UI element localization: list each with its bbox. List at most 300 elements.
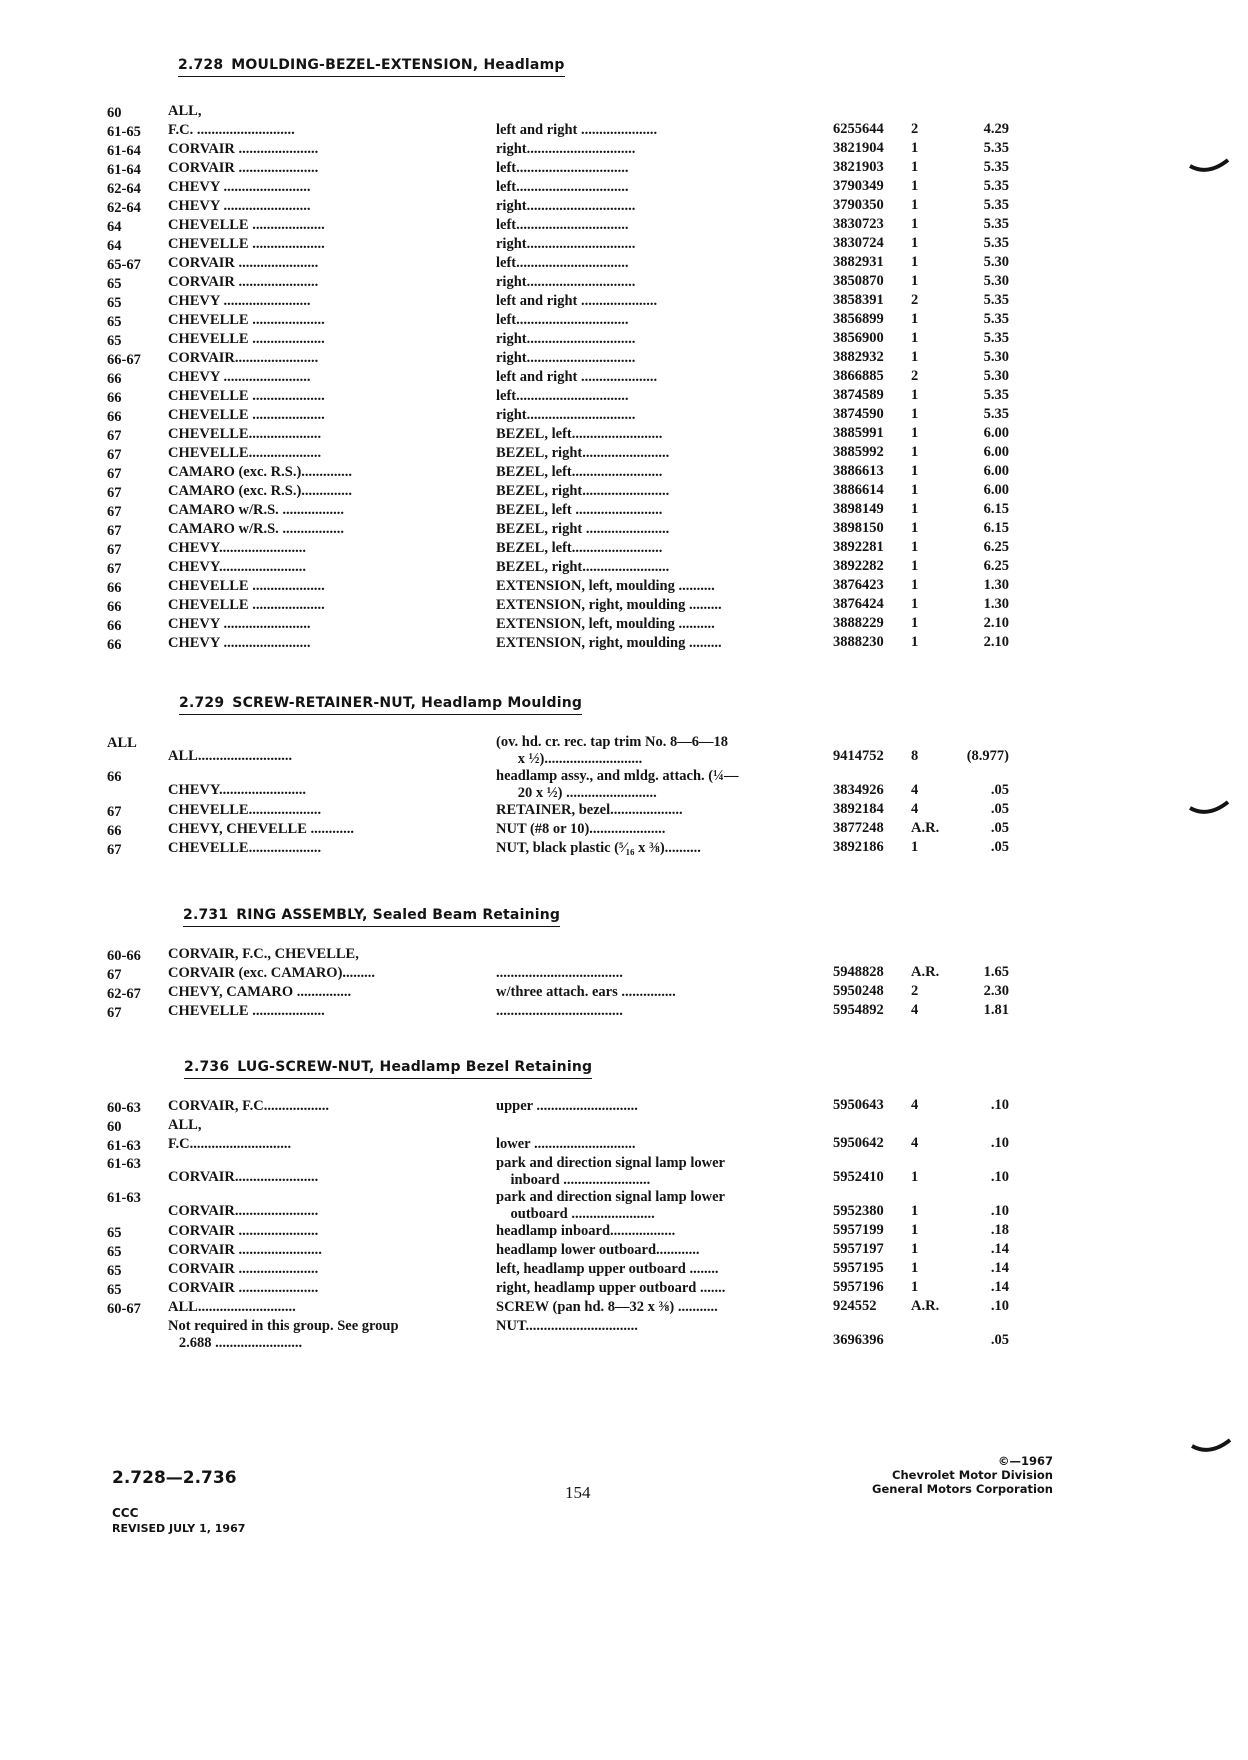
- row-description: left and right .....................: [496, 122, 658, 138]
- row-price: 5.35: [983, 178, 1009, 194]
- row-quantity: 1: [911, 615, 919, 631]
- row-model: CHEVELLE....................: [168, 426, 322, 442]
- row-part-number: 5952410: [833, 1169, 884, 1185]
- row-part-number: 5948828: [833, 964, 884, 980]
- row-part-number: 3892281: [833, 539, 884, 555]
- row-description: headlamp inboard..................: [496, 1223, 676, 1239]
- row-part-number: 5952380: [833, 1203, 884, 1219]
- margin-check-mark: [1188, 800, 1232, 820]
- row-part-number: 3885992: [833, 444, 884, 460]
- table-row: [0, 615, 1248, 634]
- row-price: 6.25: [983, 558, 1009, 574]
- row-quantity: 1: [911, 1169, 919, 1185]
- row-description: BEZEL, left.........................: [496, 464, 663, 480]
- row-price: .10: [990, 1135, 1009, 1151]
- row-part-number: 3830724: [833, 235, 884, 251]
- row-model: CHEVY ........................: [168, 616, 311, 632]
- row-model: ALL...........................: [168, 1299, 296, 1315]
- row-model: CHEVY ........................: [168, 369, 311, 385]
- footer-corporation-block: [872, 1454, 1053, 1496]
- row-model: CORVAIR ......................: [168, 255, 319, 271]
- table-row: [0, 482, 1248, 501]
- footer-revised: REVISED JULY 1, 1967: [112, 1522, 246, 1535]
- table-row: [0, 1154, 1248, 1188]
- row-part-number: 3892184: [833, 801, 884, 817]
- section-underline: [179, 714, 582, 715]
- table-row: [0, 292, 1248, 311]
- section-header: [178, 57, 565, 73]
- parts-table: [0, 1097, 1248, 1351]
- row-year: 67: [107, 428, 122, 444]
- row-part-number: 3876424: [833, 596, 884, 612]
- row-year: 60-66: [107, 948, 141, 964]
- row-part-number: 6255644: [833, 121, 884, 137]
- table-row: [0, 577, 1248, 596]
- table-row: [0, 121, 1248, 140]
- section-header: [179, 695, 582, 711]
- row-price: 1.30: [983, 577, 1009, 593]
- section-number: 2.728: [178, 57, 224, 73]
- row-description: ...................................: [496, 965, 623, 981]
- row-description: NUT (#8 or 10).....................: [496, 821, 666, 837]
- row-quantity: 2: [911, 121, 919, 137]
- row-part-number: 5950642: [833, 1135, 884, 1151]
- row-part-number: 3876423: [833, 577, 884, 593]
- footer-code: CCC: [112, 1506, 139, 1520]
- row-price: 5.35: [983, 235, 1009, 251]
- row-year: 62-64: [107, 181, 141, 197]
- row-description: BEZEL, left.........................: [496, 540, 663, 556]
- row-price: 1.81: [983, 1002, 1009, 1018]
- table-row: [0, 1116, 1248, 1135]
- row-model: CORVAIR ......................: [168, 1223, 319, 1239]
- row-year: 67: [107, 523, 122, 539]
- row-description: park and direction signal lamp lower inboard ........................: [496, 1155, 725, 1188]
- row-year: 65: [107, 314, 122, 330]
- row-year: 65: [107, 333, 122, 349]
- table-row: [0, 1317, 1248, 1351]
- row-year: 61-64: [107, 143, 141, 159]
- row-year: 67: [107, 1005, 122, 1021]
- row-quantity: 1: [911, 839, 919, 855]
- row-part-number: 9414752: [833, 748, 884, 764]
- section-number: 2.729: [179, 695, 225, 711]
- row-model: CHEVELLE ....................: [168, 1003, 325, 1019]
- row-model: CHEVY ........................: [168, 198, 311, 214]
- row-description: left...............................: [496, 160, 629, 176]
- row-part-number: 3882931: [833, 254, 884, 270]
- table-row: [0, 463, 1248, 482]
- row-description: headlamp lower outboard............: [496, 1242, 700, 1258]
- row-year: 66: [107, 618, 122, 634]
- row-part-number: 3858391: [833, 292, 884, 308]
- row-description: BEZEL, right .......................: [496, 521, 670, 537]
- row-quantity: 1: [911, 463, 919, 479]
- row-model: CHEVY........................: [168, 782, 307, 798]
- row-model: CAMARO (exc. R.S.)..............: [168, 464, 353, 480]
- row-description: left, headlamp upper outboard ........: [496, 1261, 719, 1277]
- row-quantity: A.R.: [911, 820, 940, 836]
- row-model: CORVAIR, F.C..................: [168, 1098, 330, 1114]
- row-model: CHEVELLE ....................: [168, 217, 325, 233]
- table-row: [0, 406, 1248, 425]
- row-description: right..............................: [496, 141, 636, 157]
- table-row: [0, 558, 1248, 577]
- row-quantity: 8: [911, 748, 919, 764]
- row-model: CHEVELLE....................: [168, 840, 322, 856]
- row-description: left...............................: [496, 255, 629, 271]
- row-quantity: 1: [911, 197, 919, 213]
- row-model: CORVAIR.......................: [168, 1169, 319, 1185]
- row-model: CORVAIR, F.C., CHEVELLE,: [168, 946, 359, 962]
- row-model: CHEVELLE ....................: [168, 578, 325, 594]
- row-description: w/three attach. ears ...............: [496, 984, 676, 1000]
- row-description: BEZEL, right........................: [496, 445, 670, 461]
- row-part-number: 3886613: [833, 463, 884, 479]
- row-description: (ov. hd. cr. rec. tap trim No. 8—6—18 x ½)...........................: [496, 734, 728, 767]
- row-model: CHEVY ........................: [168, 293, 311, 309]
- row-year: 67: [107, 842, 122, 858]
- row-year: 66: [107, 769, 122, 785]
- row-price: 6.15: [983, 520, 1009, 536]
- table-row: [0, 1097, 1248, 1116]
- row-year: 67: [107, 466, 122, 482]
- row-price: 6.00: [983, 425, 1009, 441]
- row-description: SCREW (pan hd. 8—32 x ⅜) ...........: [496, 1299, 718, 1315]
- row-model: CHEVELLE....................: [168, 802, 322, 818]
- row-quantity: 4: [911, 1002, 919, 1018]
- parts-table: [0, 945, 1248, 1021]
- row-quantity: 1: [911, 577, 919, 593]
- row-description: left...............................: [496, 312, 629, 328]
- row-description: right..............................: [496, 407, 636, 423]
- row-model: CHEVY, CAMARO ...............: [168, 984, 352, 1000]
- row-description: BEZEL, left.........................: [496, 426, 663, 442]
- row-year: 65: [107, 276, 122, 292]
- row-price: .05: [990, 820, 1009, 836]
- row-year: 67: [107, 447, 122, 463]
- row-quantity: 1: [911, 501, 919, 517]
- parts-table: [0, 733, 1248, 858]
- row-part-number: 3856900: [833, 330, 884, 346]
- row-year: 65: [107, 1225, 122, 1241]
- row-year: 61-64: [107, 162, 141, 178]
- row-part-number: 3874590: [833, 406, 884, 422]
- row-price: 5.35: [983, 311, 1009, 327]
- row-part-number: 3885991: [833, 425, 884, 441]
- table-row: [0, 501, 1248, 520]
- row-part-number: 5957196: [833, 1279, 884, 1295]
- row-price: 5.30: [983, 349, 1009, 365]
- row-price: 6.00: [983, 482, 1009, 498]
- row-description: right..............................: [496, 331, 636, 347]
- row-part-number: 5957199: [833, 1222, 884, 1238]
- table-row: [0, 945, 1248, 964]
- table-row: [0, 1279, 1248, 1298]
- row-quantity: A.R.: [911, 1298, 940, 1314]
- row-description: NUT, black plastic (⁵⁄₁₆ x ⅜)..........: [496, 840, 701, 856]
- table-row: [0, 1241, 1248, 1260]
- row-quantity: A.R.: [911, 964, 940, 980]
- row-year: ALL: [107, 735, 137, 751]
- table-row: [0, 159, 1248, 178]
- row-description: left...............................: [496, 388, 629, 404]
- row-model: CORVAIR .......................: [168, 1242, 322, 1258]
- row-quantity: 1: [911, 444, 919, 460]
- row-model: CAMARO w/R.S. .................: [168, 502, 345, 518]
- row-part-number: 5950248: [833, 983, 884, 999]
- row-quantity: 4: [911, 782, 919, 798]
- row-year: 61-63: [107, 1138, 141, 1154]
- row-year: 65: [107, 1244, 122, 1260]
- row-part-number: 3874589: [833, 387, 884, 403]
- row-part-number: 3821903: [833, 159, 884, 175]
- row-description: right..............................: [496, 198, 636, 214]
- row-description: right..............................: [496, 274, 636, 290]
- row-quantity: 1: [911, 425, 919, 441]
- table-row: [0, 425, 1248, 444]
- row-quantity: 2: [911, 983, 919, 999]
- row-quantity: 1: [911, 140, 919, 156]
- row-year: 66: [107, 599, 122, 615]
- row-part-number: 3856899: [833, 311, 884, 327]
- row-year: 61-65: [107, 124, 141, 140]
- row-year: 66: [107, 823, 122, 839]
- table-row: [0, 102, 1248, 121]
- row-model: CHEVY........................: [168, 559, 307, 575]
- table-row: [0, 983, 1248, 1002]
- row-part-number: 3877248: [833, 820, 884, 836]
- row-part-number: 3886614: [833, 482, 884, 498]
- row-year: 62-67: [107, 986, 141, 1002]
- row-part-number: 3892282: [833, 558, 884, 574]
- row-year: 64: [107, 238, 122, 254]
- corporation-line: General Motors Corporation: [872, 1482, 1053, 1496]
- row-quantity: 1: [911, 596, 919, 612]
- row-year: 60: [107, 105, 122, 121]
- table-row: [0, 387, 1248, 406]
- row-price: .10: [990, 1169, 1009, 1185]
- row-description: park and direction signal lamp lower outboard .......................: [496, 1189, 725, 1222]
- row-year: 60-63: [107, 1100, 141, 1116]
- row-description: BEZEL, right........................: [496, 559, 670, 575]
- row-part-number: 3790350: [833, 197, 884, 213]
- table-row: [0, 197, 1248, 216]
- row-year: 66: [107, 637, 122, 653]
- row-model: Not required in this group. See group 2.688 ........................: [168, 1318, 399, 1351]
- row-price: 2.30: [983, 983, 1009, 999]
- row-quantity: 1: [911, 558, 919, 574]
- table-row: [0, 273, 1248, 292]
- table-row: [0, 634, 1248, 653]
- row-part-number: 3866885: [833, 368, 884, 384]
- row-price: 5.35: [983, 216, 1009, 232]
- table-row: [0, 801, 1248, 820]
- row-description: lower ............................: [496, 1136, 636, 1152]
- row-quantity: 4: [911, 1097, 919, 1113]
- row-price: (8.977): [966, 748, 1009, 764]
- row-description: right..............................: [496, 236, 636, 252]
- row-year: 65: [107, 1282, 122, 1298]
- row-description: headlamp assy., and mldg. attach. (¼— 20 x ½) .........................: [496, 768, 739, 801]
- table-row: [0, 1222, 1248, 1241]
- row-year: 67: [107, 504, 122, 520]
- row-quantity: 1: [911, 216, 919, 232]
- row-model: CHEVY ........................: [168, 179, 311, 195]
- margin-check-mark: [1188, 158, 1232, 178]
- row-quantity: 1: [911, 330, 919, 346]
- row-model: ALL,: [168, 103, 202, 119]
- table-row: [0, 820, 1248, 839]
- row-price: 5.30: [983, 368, 1009, 384]
- row-year: 65: [107, 1263, 122, 1279]
- table-row: [0, 140, 1248, 159]
- row-part-number: 3888229: [833, 615, 884, 631]
- row-year: 65: [107, 295, 122, 311]
- row-price: .14: [990, 1260, 1009, 1276]
- table-row: [0, 349, 1248, 368]
- row-year: 60-67: [107, 1301, 141, 1317]
- row-year: 67: [107, 967, 122, 983]
- table-row: [0, 964, 1248, 983]
- section-underline: [183, 926, 560, 927]
- row-year: 67: [107, 804, 122, 820]
- row-price: 5.35: [983, 387, 1009, 403]
- row-price: 5.35: [983, 159, 1009, 175]
- row-quantity: 2: [911, 368, 919, 384]
- row-quantity: 4: [911, 801, 919, 817]
- row-part-number: 5957197: [833, 1241, 884, 1257]
- table-row: [0, 1260, 1248, 1279]
- table-row: [0, 520, 1248, 539]
- row-description: EXTENSION, left, moulding ..........: [496, 616, 715, 632]
- row-model: CAMARO (exc. R.S.)..............: [168, 483, 353, 499]
- section-number: 2.736: [184, 1059, 230, 1075]
- parts-table: [0, 102, 1248, 653]
- row-quantity: 1: [911, 311, 919, 327]
- section-title: MOULDING-BEZEL-EXTENSION, Headlamp: [231, 57, 565, 73]
- row-price: .05: [990, 839, 1009, 855]
- section-title: SCREW-RETAINER-NUT, Headlamp Moulding: [232, 695, 583, 711]
- row-year: 67: [107, 561, 122, 577]
- row-description: right..............................: [496, 350, 636, 366]
- row-price: 6.25: [983, 539, 1009, 555]
- table-row: [0, 311, 1248, 330]
- row-model: CORVAIR ......................: [168, 1261, 319, 1277]
- row-model: CHEVELLE....................: [168, 445, 322, 461]
- row-part-number: 3821904: [833, 140, 884, 156]
- section-number: 2.731: [183, 907, 229, 923]
- row-price: 2.10: [983, 634, 1009, 650]
- row-description: right, headlamp upper outboard .......: [496, 1280, 726, 1296]
- section-title: LUG-SCREW-NUT, Headlamp Bezel Retaining: [237, 1059, 593, 1075]
- row-part-number: 3882932: [833, 349, 884, 365]
- row-year: 67: [107, 542, 122, 558]
- row-price: .05: [990, 801, 1009, 817]
- table-row: [0, 733, 1248, 767]
- row-description: RETAINER, bezel....................: [496, 802, 683, 818]
- row-model: CHEVY........................: [168, 540, 307, 556]
- row-part-number: 3888230: [833, 634, 884, 650]
- row-description: EXTENSION, right, moulding .........: [496, 635, 722, 651]
- row-model: CHEVELLE ....................: [168, 331, 325, 347]
- row-year: 66: [107, 580, 122, 596]
- row-price: .10: [990, 1203, 1009, 1219]
- copyright-line: ©—1967: [997, 1454, 1053, 1468]
- row-price: 5.30: [983, 273, 1009, 289]
- section-underline: [178, 76, 565, 77]
- row-model: CORVAIR ......................: [168, 1280, 319, 1296]
- row-description: ...................................: [496, 1003, 623, 1019]
- row-year: 65-67: [107, 257, 141, 273]
- row-year: 61-63: [107, 1190, 141, 1206]
- table-row: [0, 368, 1248, 387]
- table-row: [0, 1298, 1248, 1317]
- row-model: CAMARO w/R.S. .................: [168, 521, 345, 537]
- row-price: .18: [990, 1222, 1009, 1238]
- row-description: left...............................: [496, 217, 629, 233]
- table-row: [0, 216, 1248, 235]
- row-year: 62-64: [107, 200, 141, 216]
- row-description: left and right .....................: [496, 293, 658, 309]
- row-year: 60: [107, 1119, 122, 1135]
- row-price: 4.29: [983, 121, 1009, 137]
- row-part-number: 5957195: [833, 1260, 884, 1276]
- row-year: 66: [107, 371, 122, 387]
- row-price: 6.00: [983, 463, 1009, 479]
- row-quantity: 1: [911, 1241, 919, 1257]
- row-quantity: 1: [911, 1222, 919, 1238]
- row-quantity: 1: [911, 406, 919, 422]
- table-row: [0, 178, 1248, 197]
- row-part-number: 3892186: [833, 839, 884, 855]
- row-quantity: 1: [911, 387, 919, 403]
- row-year: 67: [107, 485, 122, 501]
- row-model: CORVAIR ......................: [168, 141, 319, 157]
- division-line: Chevrolet Motor Division: [892, 1468, 1053, 1482]
- row-model: CORVAIR.......................: [168, 350, 319, 366]
- row-quantity: 1: [911, 1260, 919, 1276]
- row-model: CORVAIR ......................: [168, 274, 319, 290]
- table-row: [0, 1002, 1248, 1021]
- row-quantity: 1: [911, 482, 919, 498]
- row-price: 1.65: [983, 964, 1009, 980]
- row-model: CHEVELLE ....................: [168, 312, 325, 328]
- row-model: CHEVELLE ....................: [168, 597, 325, 613]
- row-model: ALL..........................: [168, 748, 293, 764]
- row-price: 5.35: [983, 330, 1009, 346]
- section-underline: [184, 1078, 592, 1079]
- table-row: [0, 1135, 1248, 1154]
- row-price: 5.35: [983, 140, 1009, 156]
- row-price: 5.30: [983, 254, 1009, 270]
- row-model: CHEVELLE ....................: [168, 407, 325, 423]
- row-description: left...............................: [496, 179, 629, 195]
- row-quantity: 1: [911, 273, 919, 289]
- row-model: CORVAIR (exc. CAMARO).........: [168, 965, 376, 981]
- row-description: BEZEL, left ........................: [496, 502, 663, 518]
- row-model: CHEVELLE ....................: [168, 388, 325, 404]
- row-quantity: 1: [911, 178, 919, 194]
- section-header: [184, 1059, 592, 1075]
- row-year: 66-67: [107, 352, 141, 368]
- row-quantity: 1: [911, 634, 919, 650]
- row-price: .14: [990, 1279, 1009, 1295]
- row-quantity: 1: [911, 539, 919, 555]
- table-row: [0, 767, 1248, 801]
- row-price: .10: [990, 1097, 1009, 1113]
- table-row: [0, 235, 1248, 254]
